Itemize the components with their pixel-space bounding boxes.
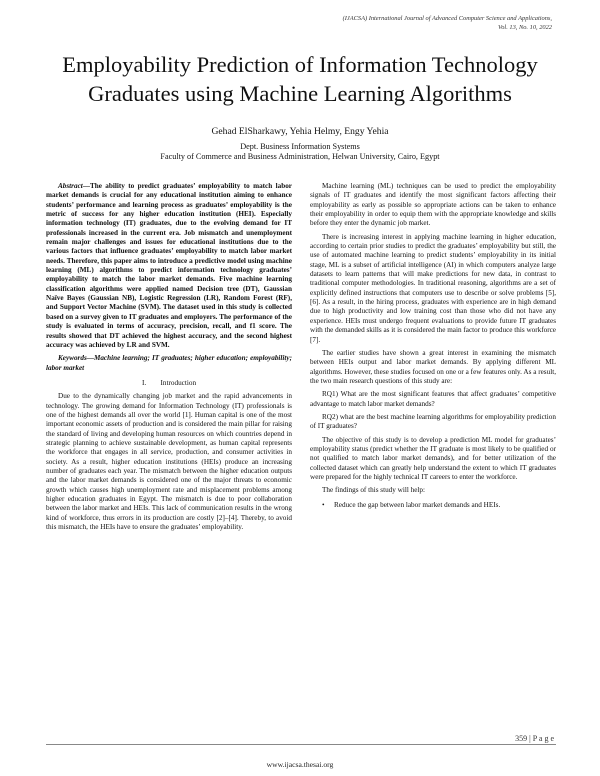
list-item [322,501,556,510]
right-column [310,182,556,510]
paragraph: The earlier studies have shown a great interest in examining the mismatch between HEIs output and labor market demands. By applying different ML algorithms. However, these studies focused on one or a few features only. As a result, the two main research questions of this study are: [310,348,556,385]
title-line-2: Graduates using Machine Learning Algorithms [88,81,512,106]
journal-name: (IJACSA) International Journal of Advanced Computer Science and Applications, [342,15,552,22]
title-line-1: Employability Prediction of Information Technology [62,52,538,77]
paragraph: There is increasing interest in applying machine learning in higher education, according to certain prior studies to predict the graduates’ employability but still, the use of automated machine learning to predict students’ employability in its initial stage, ML is a subset of artificial intelligence (AI) in which computers analyze large datasets to learn patterns that will make predictions for new data, in contrast to traditional computer methodologies. In traditional reasoning, algorithms are a set of explicitly defined instructions that computers use to describe or solve problems [5], [6]. As a result, in the hiring process, graduates with experience are in high demand due to high productivity and low training cost than those who did not have any experience. HEIs must undergo frequent evaluations to provide future IT graduates with the demanded skills as it is considered the main factor to produce this workforce [7]. [310,232,556,344]
research-question-2: RQ2) what are the best machine learning algorithms for employability prediction of IT graduates? [310,412,556,431]
footer-url[interactable]: www.ijacsa.thesai.org [266,760,334,769]
list-item-text: Reduce the gap between labor market demands and HEIs. [334,500,501,509]
affiliation-faculty: Faculty of Commerce and Business Administration, Helwan University, Cairo, Egypt [160,152,440,162]
bullet-icon: • [322,500,325,509]
affiliation-dept: Dept. Business Information Systems [240,142,360,151]
journal-header [343,15,552,32]
section-heading-introduction: I. Introduction [141,378,197,387]
keywords: Keywords—Machine learning; IT graduates; higher education; employability; labor market [46,354,292,372]
abstract-text: —The ability to predict graduates’ employability to match labor market demands is crucial for any educational institution aiming to enhance students’ performance and learning process as graduates’ employability is the metric of success for any higher education institution (HEI). Especially information technology (IT) graduates, due to the evolving demand for IT professionals increased in the current era. Job mismatch and unemployment remain major challenges and issues for educational institutions due to the various factors that influence graduates’ employability to match labor market needs. Therefore, this paper aims to introduce a predictive model using machine learning (ML) algorithms to predict information technology graduates’ employability to match the labor market demands. Five machine learning classification algorithms were applied named Decision tree (DT), Gaussian Naïve Bayes (Gaussian NB), Logistic Regression (LR), Random Forest (RF), and Support Vector Machine (SVM). The dataset used in this study is collected based on a survey given to IT graduates and employers. The performance of the study is evaluated in terms of accuracy, precision, recall, and f1 score. The results showed that DT achieved the highest accuracy, and the second highest accuracy was achieved by LR and SVM. [46,182,292,349]
page-number: 359 | P a g e [515,734,554,743]
affiliation [0,142,600,162]
paper-title [30,50,570,108]
footer-divider [46,744,556,745]
research-question-1: RQ1) What are the most significant features that affect graduates’ competitive advantage to match labor market demands? [310,390,556,408]
journal-volume: Vol. 13, No. 10, 2022 [498,23,552,31]
paragraph: Machine learning (ML) techniques can be used to predict the employability signals of IT graduates and identify the most significant factors affecting their employability as early as possible so appropriate actions can be taken to enhance their employability in order to equip them with the appropriate knowledge and skills before they enter the dynamic job market. [310,182,556,228]
abstract [46,182,292,350]
findings-intro: The findings of this study will help: [322,486,426,495]
abstract-label: Abstract [58,182,83,190]
findings-list [310,501,556,510]
left-column [46,182,292,536]
objective-paragraph: The objective of this study is to develop a prediction ML model for graduates’ employability status (predict whether the IT graduate is most likely to be qualified or not qualified to match labor market demands), and for better utilization of the collected dataset which can greatly help understand the extent to which IT graduates were prepared for the highly technical IT careers to enter the workforce. [310,435,556,481]
paragraph: Due to the dynamically changing job market and the rapid advancements in technology. The growing demand for Information Technology (IT) professionals is one of the highest demands all over the world [1]. Human capital is one of the most important economic assets of production and is considered the main pillar for raising the standard of living and developing human resources on which countries depend in strategic planning to achieve sustainable development, as human capital represents the workforce that engages in all service, production, and consumer activities in society. As a result, higher education institutions (HEIs) produce an increasing number of graduates each year. The mismatch between the higher education outputs and the labor market demands is considered one of the major threats to economic growth which causes high unemployment rate and misplacement problems among higher education graduates in Egypt. The mismatch is due to poor collaboration between the labor market and HEIs. This lack of communication results in the wrong kind of workforce, thus errors in its production are costly [2]–[4]. Thereby, to avoid this mismatch, the HEIs have to ensure the graduates’ employability. [46,392,292,532]
authors: Gehad ElSharkawy, Yehia Helmy, Engy Yehia [211,126,389,137]
